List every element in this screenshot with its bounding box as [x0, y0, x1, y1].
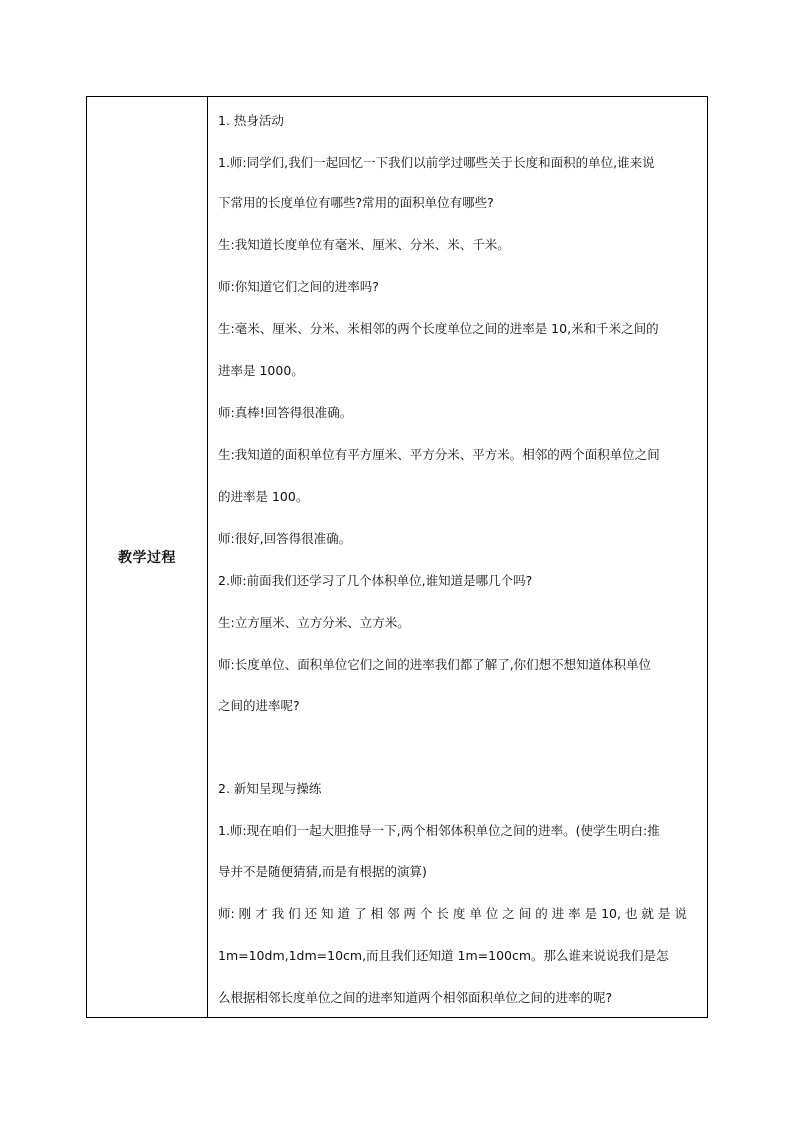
text-line: 的进率是 100。: [218, 489, 309, 504]
content-cell: [208, 97, 707, 1017]
text-line: 师:真棒!回答得很准确。: [218, 405, 353, 420]
text-line: 1m=10dm,1dm=10cm,而且我们还知道 1m=100cm。那么谁来说说我们是怎: [218, 948, 669, 963]
label-cell: [87, 97, 208, 1017]
text-line: 生:我知道长度单位有毫米、厘米、分米、米、千米。: [218, 237, 510, 252]
teaching-process-label: 教学过程: [118, 550, 176, 566]
text-line: 1.师:同学们,我们一起回忆一下我们以前学过哪些关于长度和面积的单位,谁来说: [218, 155, 655, 170]
text-line: 生:毫米、厘米、分米、米相邻的两个长度单位之间的进率是 10,米和千米之间的: [218, 321, 659, 336]
section-heading-warmup: 1. 热身活动: [218, 113, 284, 128]
text-line: 师: 刚 才 我 们 还 知 道 了 相 邻 两 个 长 度 单 位 之 间 的 进 率 是 10, 也 就 是 说: [218, 906, 687, 921]
text-line: 师:你知道它们之间的进率吗?: [218, 279, 379, 294]
text-line: 师:长度单位、面积单位它们之间的进率我们都了解了,你们想不想知道体积单位: [218, 657, 652, 672]
text-line: 进率是 1000。: [218, 363, 304, 378]
text-line: 导并不是随便猜猜,而是有根据的演算): [218, 864, 427, 879]
text-line: 之间的进率呢?: [218, 698, 300, 713]
text-line: 2.师:前面我们还学习了几个体积单位,谁知道是哪几个吗?: [218, 573, 533, 588]
text-line: 下常用的长度单位有哪些?常用的面积单位有哪些?: [218, 195, 494, 210]
text-line: 生:立方厘米、立方分米、立方米。: [218, 615, 410, 630]
text-line: 么根据相邻长度单位之间的进率知道两个相邻面积单位之间的进率的呢?: [218, 990, 613, 1005]
lesson-table: [86, 96, 708, 1018]
text-line: 1.师:现在咱们一起大胆推导一下,两个相邻体积单位之间的进率。(使学生明白:推: [218, 823, 660, 838]
text-line: 生:我知道的面积单位有平方厘米、平方分米、平方米。相邻的两个面积单位之间: [218, 447, 660, 462]
text-line: 师:很好,回答得很准确。: [218, 531, 352, 546]
section-heading-new-knowledge: 2. 新知呈现与操练: [218, 781, 322, 796]
